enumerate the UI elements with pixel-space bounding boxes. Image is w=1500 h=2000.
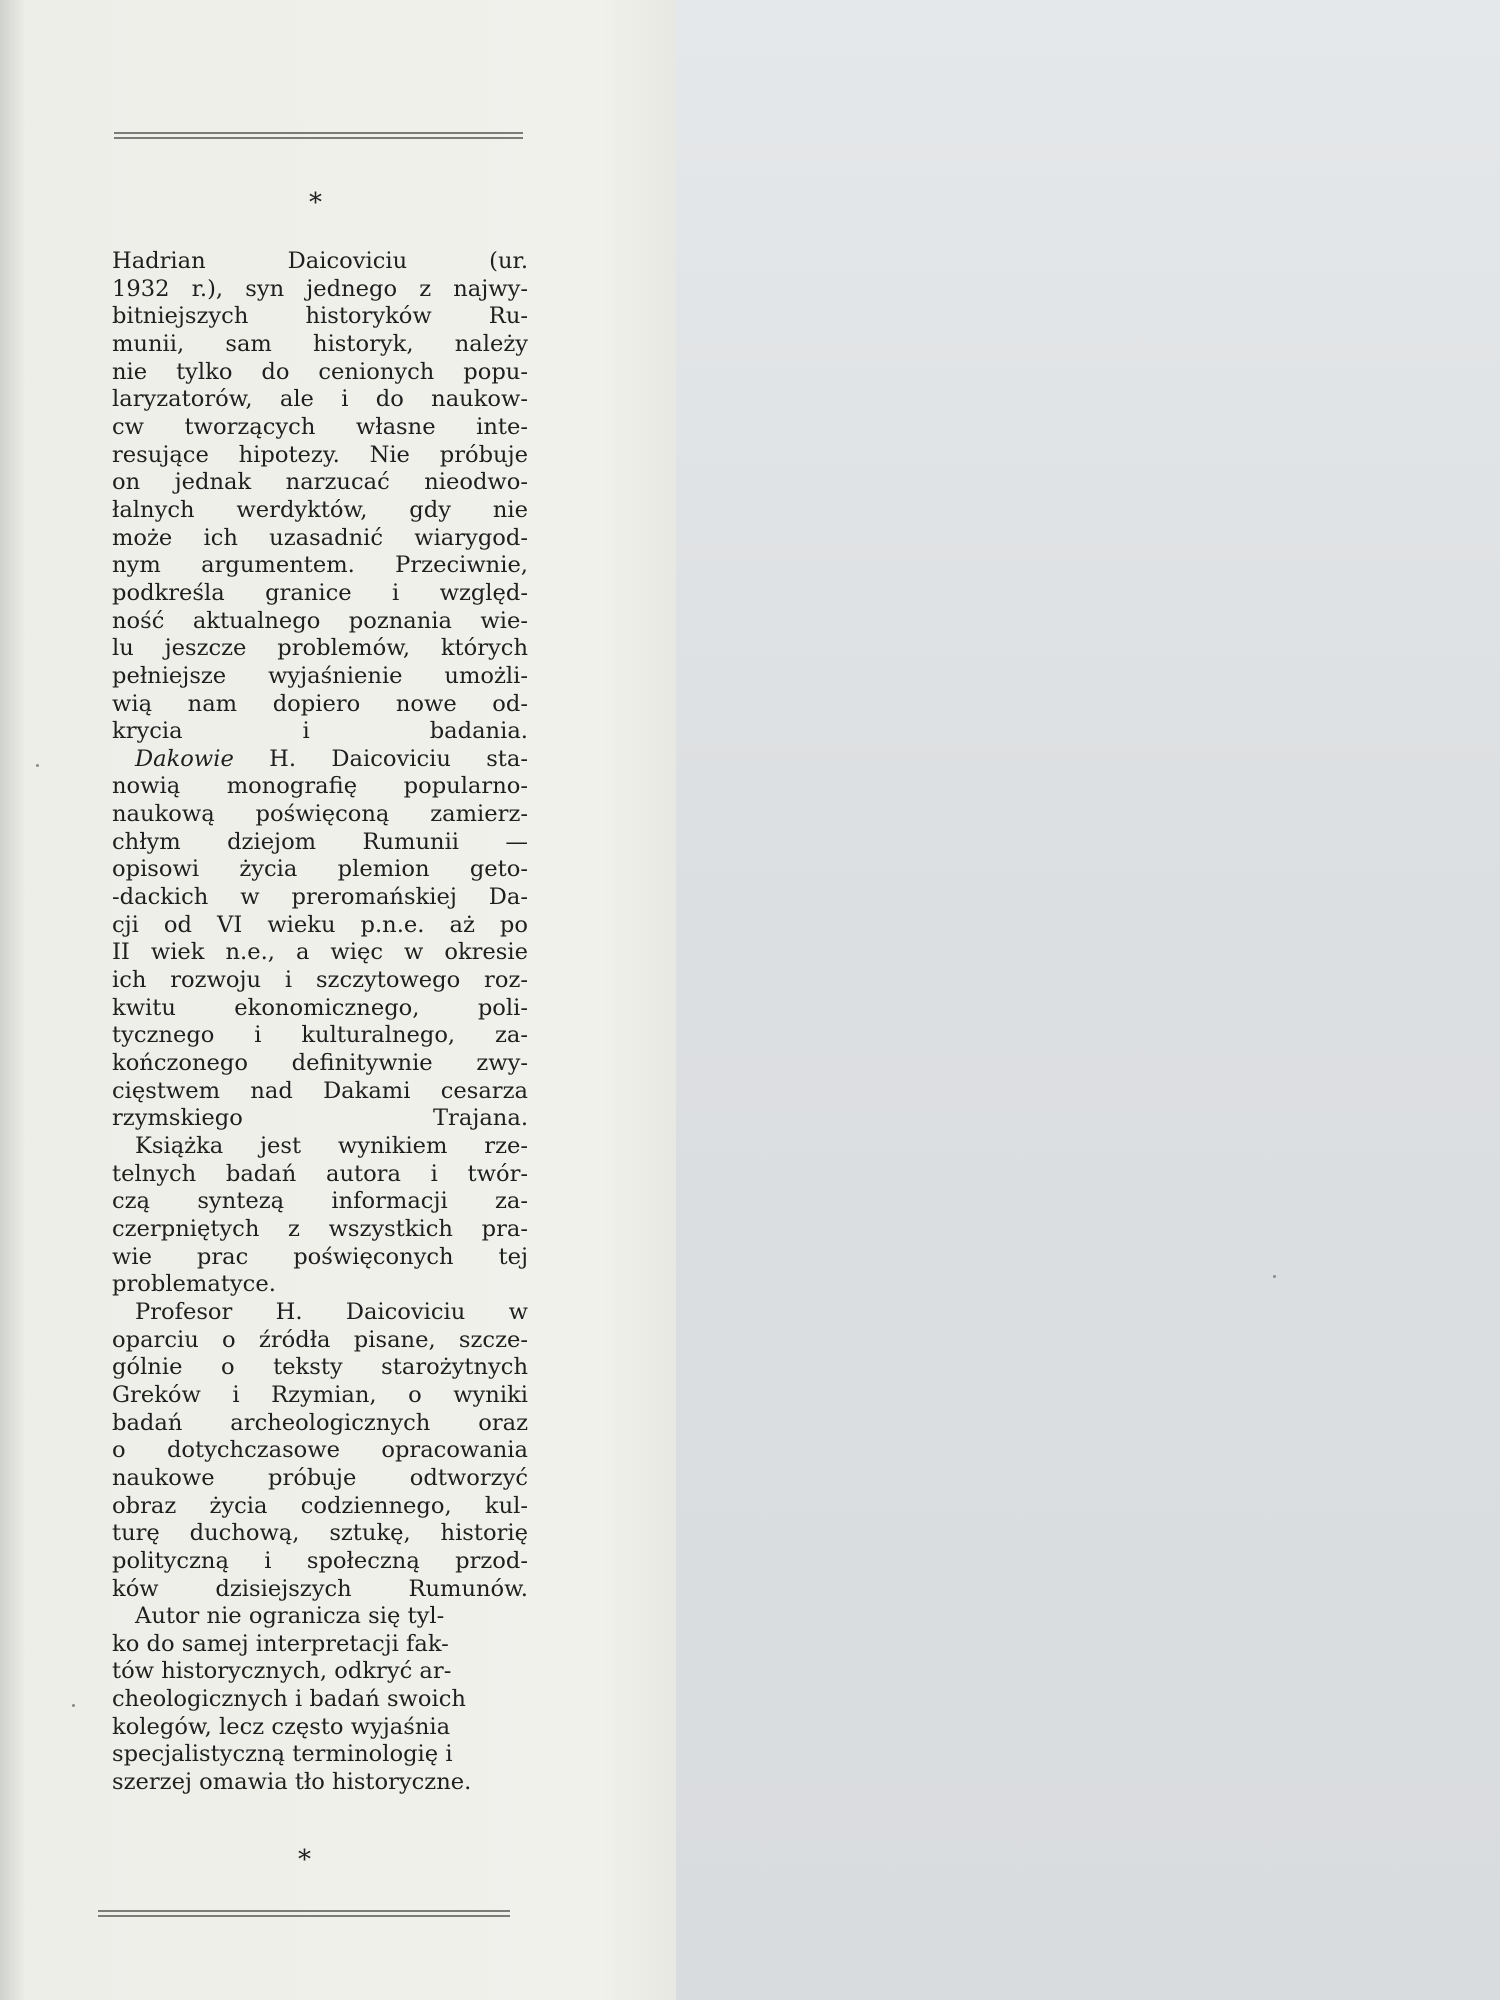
paragraph-book-synthesis (112, 1133, 528, 1299)
top-asterisk: * (309, 188, 322, 218)
paragraph-text: Hadrian Daicoviciu (ur. 1932 r.), syn jednego z najwy- bitniejszych historyków Ru- munii, sam historyk, należy nie tylko do cenionych popu- laryzatorów, ale i do naukow- cw tworzących własne inte- resujące hipotezy. Nie próbuje on jednak narzucać nieodwo- łalnych werdyktów, gdy nie może ich uzasadnić wiarygod- nym argumentem. Przeciwnie, podkreśla granice i względ- ność aktualnego poznania wie- lu jeszcze problemów, których pełniejsze wyjaśnienie umożli- wią nam dopiero nowe od- krycia i badania. (112, 248, 528, 745)
paragraph-text: Książka jest wynikiem rze- telnych badań autora i twór- czą syntezą informacji za- czerpniętych z wszystkich pra- wie prac poświęconych tej problematyce. (112, 1133, 528, 1298)
paper-speck (72, 1704, 75, 1707)
paragraph-book-summary (112, 746, 528, 1133)
paragraph-text: Profesor H. Daicoviciu w oparciu o źródła pisane, szcze- gólnie o teksty starożytnych Greków i Rzymian, o wyniki badań archeologicznych oraz o dotychczasowe opracowania naukowe próbuje odtworzyć obraz życia codziennego, kul- turę duchową, sztukę, historię polityczną i społeczną przod- ków dzisiejszych Rumunów. (112, 1298, 528, 1602)
bottom-asterisk: * (298, 1845, 311, 1875)
paper-speck (1273, 1275, 1276, 1278)
blurb-text (112, 248, 528, 1797)
blank-cover-board (676, 0, 1500, 2000)
paragraph-sources (112, 1299, 528, 1603)
bottom-double-rule (98, 1910, 510, 1917)
book-title: Dakowie (135, 745, 234, 772)
paragraph-text: Autor nie ogranicza się tyl- ko do samej interpretacji fak- tów historycznych, odkryć ar- cheologicznych i badań swoich kolegów, lecz często wyjaśnia specjalistyczną terminologię i szerzej omawia tło historyczne. (112, 1603, 472, 1796)
paragraph-text: H. Daicoviciu sta- nowią monografię popularno- naukową poświęconą zamierz- chłym dziejom Rumunii — opisowi życia plemion geto- -dackich w preromańskiej Da- cji od VI wieku p.n.e. aż po II wiek n.e., a więc w okresie ich rozwoju i szczytowego roz- kwitu ekonomicznego, poli- tycznego i kulturalnego, za- kończonego definitywnie zwy- cięstwem nad Dakami cesarza rzymskiego Trajana. (112, 745, 528, 1132)
top-double-rule (114, 132, 523, 139)
paper-speck (36, 764, 39, 767)
paragraph-interpretation (112, 1603, 528, 1797)
paragraph-author-intro (112, 248, 528, 746)
